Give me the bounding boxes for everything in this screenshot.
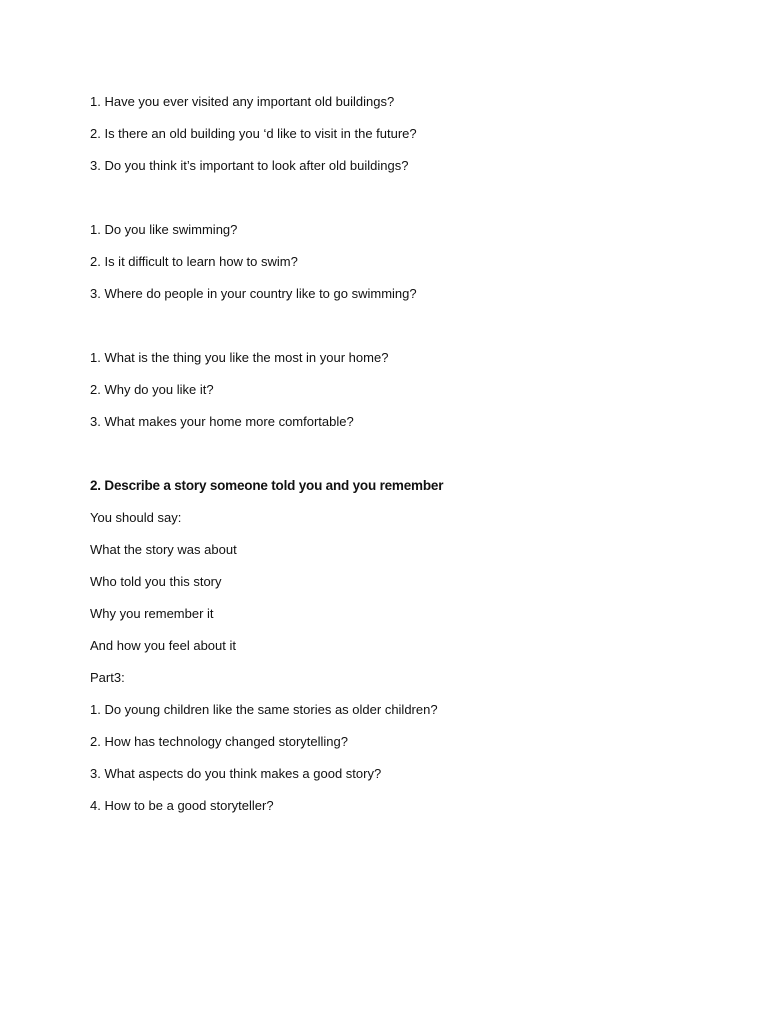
- part3-question: 3. What aspects do you think makes a good story?: [90, 766, 382, 781]
- old-buildings-question-3: 3. Do you think it’s important to look after old buildings?: [90, 158, 409, 173]
- part3-question: 4. How to be a good storyteller?: [90, 798, 274, 813]
- cue-card-point: What the story was about: [90, 542, 237, 557]
- cue-card-point: And how you feel about it: [90, 638, 236, 653]
- swimming-question-1: 1. Do you like swimming?: [90, 222, 238, 237]
- old-buildings-question-1: 1. Have you ever visited any important old buildings?: [90, 94, 395, 109]
- home-question-3: 3. What makes your home more comfortable?: [90, 414, 354, 429]
- part3-label: Part3:: [90, 670, 125, 685]
- cue-card-intro: You should say:: [90, 510, 182, 525]
- old-buildings-question-2: 2. Is there an old building you ‘d like to visit in the future?: [90, 126, 417, 141]
- swimming-question-2: 2. Is it difficult to learn how to swim?: [90, 254, 298, 269]
- home-question-2: 2. Why do you like it?: [90, 382, 214, 397]
- cue-card-point: Who told you this story: [90, 574, 222, 589]
- swimming-question-3: 3. Where do people in your country like to go swimming?: [90, 286, 417, 301]
- part3-question: 2. How has technology changed storytelling?: [90, 734, 348, 749]
- cue-card-title: 2. Describe a story someone told you and you remember: [90, 478, 444, 493]
- home-question-1: 1. What is the thing you like the most in your home?: [90, 350, 389, 365]
- cue-card-point: Why you remember it: [90, 606, 214, 621]
- part3-question: 1. Do young children like the same stories as older children?: [90, 702, 438, 717]
